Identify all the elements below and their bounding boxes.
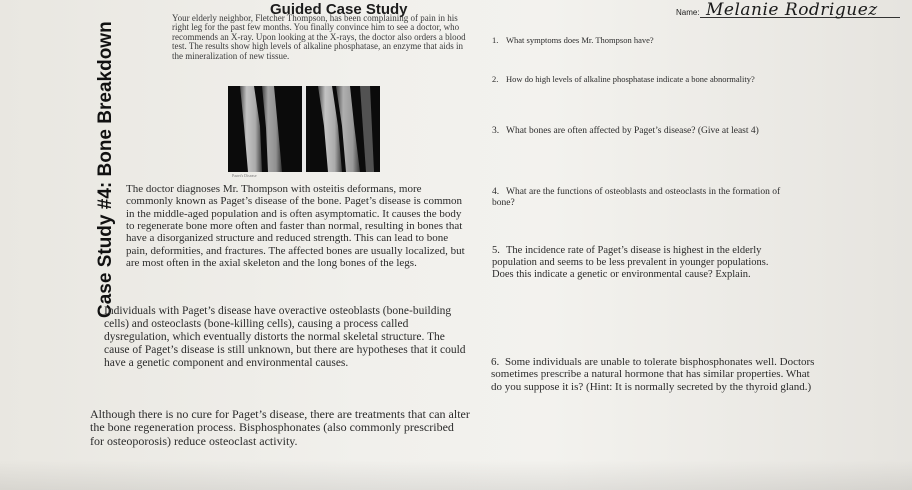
name-label: Name: xyxy=(676,8,700,17)
diagnosis-paragraph: The doctor diagnoses Mr. Thompson with osteitis deformans, more commonly known as Paget’s disease of the bone. Paget’s disease is common in the middle-aged population and is often asymptomatic. It causes the body to regenerate bone more often and faster than normal, resulting in bones that have a disorganized structure and reduced strength. This can lead to bone pain, deformities, and fractures. The affected bones are usually localized, but are most often in the axial skeleton and the long bones of the legs. xyxy=(126,183,465,269)
worksheet-title: Guided Case Study xyxy=(270,1,408,18)
xray-image xyxy=(228,86,380,172)
case-study-sidebar-title: Case Study #4: Bone Breakdown xyxy=(95,21,116,318)
question-1: 1. What symptoms does Mr. Thompson have? xyxy=(492,35,654,45)
xray-caption: Paget's Disease xyxy=(232,173,257,177)
question-6: 6. Some individuals are unable to tolerate bisphosphonates well. Doctors sometimes prescribe a natural hormone that has similar properties. What do you suppose it is? (Hint: It is normally secreted by the thyroid gland.) xyxy=(491,356,815,393)
handwritten-name: Melanie Rodriguez xyxy=(706,0,878,20)
question-5: 5. The incidence rate of Paget’s disease is highest in the elderly population and seems to be less prevalent in younger populations. Does this indicate a genetic or environmental cause? Explain. xyxy=(492,245,769,280)
intro-paragraph: Your elderly neighbor, Fletcher Thompson, has been complaining of pain in his right leg for the past few months. You finally convince him to see a doctor, who recommends an X-ray. Upon looking at the X-rays, the doctor also orders a blood test. The results show high levels of alkaline phosphatase, an enzyme that aids in the mineralization of new tissue. xyxy=(172,13,466,61)
treatment-paragraph: Although there is no cure for Paget’s disease, there are treatments that can alter the bone regeneration process. Bisphosphonates (also commonly prescribed for osteoporosis) reduce osteoclast activity. xyxy=(90,407,470,448)
question-4: 4. What are the functions of osteoblasts and osteoclasts in the formation of bone? xyxy=(492,187,781,208)
question-2: 2. How do high levels of alkaline phosphatase indicate a bone abnormality? xyxy=(492,74,755,84)
question-3: 3. What bones are often affected by Paget’s disease? (Give at least 4) xyxy=(492,126,759,136)
page-shadow xyxy=(0,460,912,490)
xray-graphic xyxy=(228,86,380,172)
cause-paragraph: Individuals with Paget’s disease have overactive osteoblasts (bone-building cells) and osteoclasts (bone-killing cells), causing a process called dysregulation, which eventually distorts the normal skeletal structure. The cause of Paget’s disease is still unknown, but there are hypotheses that it could have a genetic component and environmental causes. xyxy=(104,305,466,369)
